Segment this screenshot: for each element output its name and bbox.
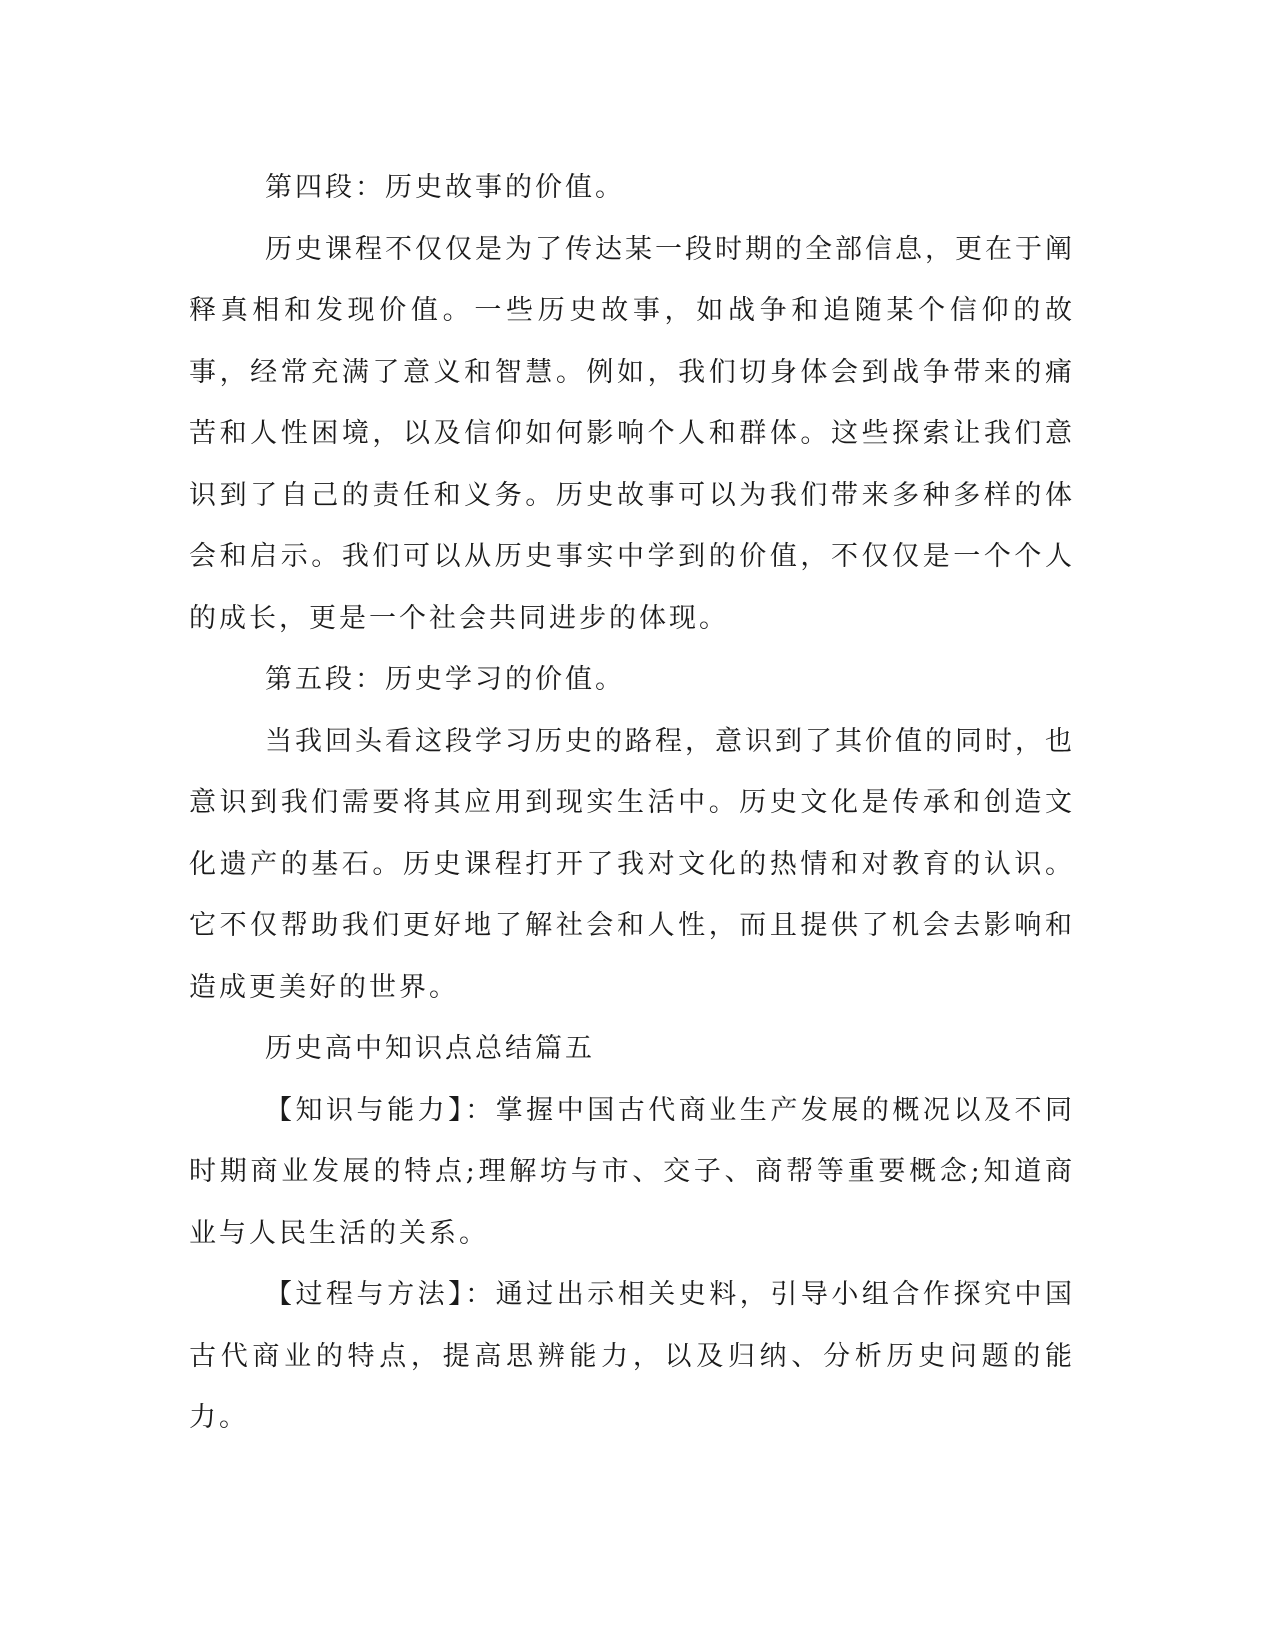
document-body — [189, 157, 1075, 1449]
paragraph-process-method: 【过程与方法】：通过出示相关史料，引导小组合作探究中国古代商业的特点，提高思辨能力，以及归纳、分析历史问题的能力。 — [189, 1279, 1075, 1433]
paragraph-knowledge-ability: 【知识与能力】：掌握中国古代商业生产发展的概况以及不同时期商业发展的特点;理解坊与市、交子、商帮等重要概念;知道商业与人民生活的关系。 — [189, 1094, 1075, 1249]
section-heading-5: 第五段：历史学习的价值。 — [265, 664, 625, 695]
paragraph-learning-value: 当我回头看这段学习历史的路程，意识到了其价值的同时，也意识到我们需要将其应用到现实生活中。历史文化是传承和创造文化遗产的基石。历史课程打开了我对文化的热情和对教育的认识。它不仅帮助我们更好地了解社会和人性，而且提供了机会去影响和造成更美好的世界。 — [189, 725, 1075, 1003]
paragraph-story-value: 历史课程不仅仅是为了传达某一段时期的全部信息，更在于阐释真相和发现价值。一些历史故事，如战争和追随某个信仰的故事，经常充满了意义和智慧。例如，我们切身体会到战争带来的痛苦和人性困境，以及信仰如何影响个人和群体。这些探索让我们意识到了自己的责任和义务。历史故事可以为我们带来多种多样的体会和启示。我们可以从历史事实中学到的价值，不仅仅是一个个人的成长，更是一个社会共同进步的体现。 — [189, 233, 1075, 634]
section-heading-4: 第四段：历史故事的价值。 — [265, 172, 625, 203]
article-title: 历史高中知识点总结篇五 — [265, 1033, 595, 1064]
